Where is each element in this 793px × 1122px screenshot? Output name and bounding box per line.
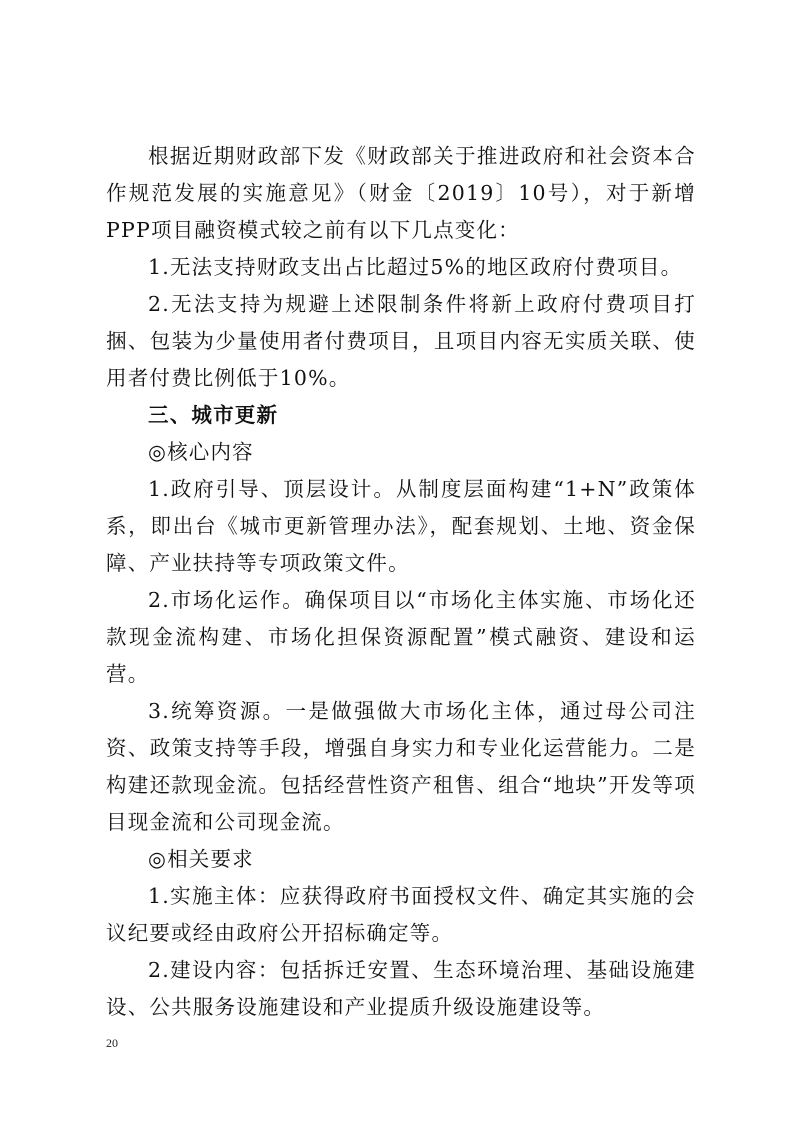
paragraph-item: 2.建设内容：包括拆迁安置、生态环境治理、基础设施建设、公共服务设施建设和产业提质升级设施建设等。 <box>106 958 696 1019</box>
paragraph-item: 1.无法支持财政支出占比超过5%的地区政府付费项目。 <box>148 255 683 279</box>
paragraph-item: 1.实施主体：应获得政府书面授权文件、确定其实施的会议纪要或经由政府公开招标确定等。 <box>106 884 696 945</box>
subheading-core-content: ◎核心内容 <box>148 440 254 464</box>
paragraph-item: 2.无法支持为规避上述限制条件将新上政府付费项目打捆、包装为少量使用者付费项目，且项目内容无实质关联、使用者付费比例低于10%。 <box>106 292 696 390</box>
paragraph-item: 2.市场化运作。确保项目以“市场化主体实施、市场化还款现金流构建、市场化担保资源配置”模式融资、建设和运营。 <box>106 588 696 686</box>
section-heading: 三、城市更新 <box>148 403 279 427</box>
paragraph-item: 3.统筹资源。一是做强做大市场化主体，通过母公司注资、政策支持等手段，增强自身实力和专业化运营能力。二是构建还款现金流。包括经营性资产租售、组合“地块”开发等项目现金流和公司现金流。 <box>106 699 696 834</box>
paragraph-intro: 根据近期财政部下发《财政部关于推进政府和社会资本合作规范发展的实施意见》（财金〔2019〕10号），对于新增PPP项目融资模式较之前有以下几点变化： <box>106 144 696 242</box>
subheading-requirements: ◎相关要求 <box>148 847 254 871</box>
document-body <box>106 138 696 1026</box>
page-number: 20 <box>106 1036 118 1050</box>
paragraph-item: 1.政府引导、顶层设计。从制度层面构建“1+N”政策体系，即出台《城市更新管理办法》，配套规划、土地、资金保障、产业扶持等专项政策文件。 <box>106 477 696 575</box>
